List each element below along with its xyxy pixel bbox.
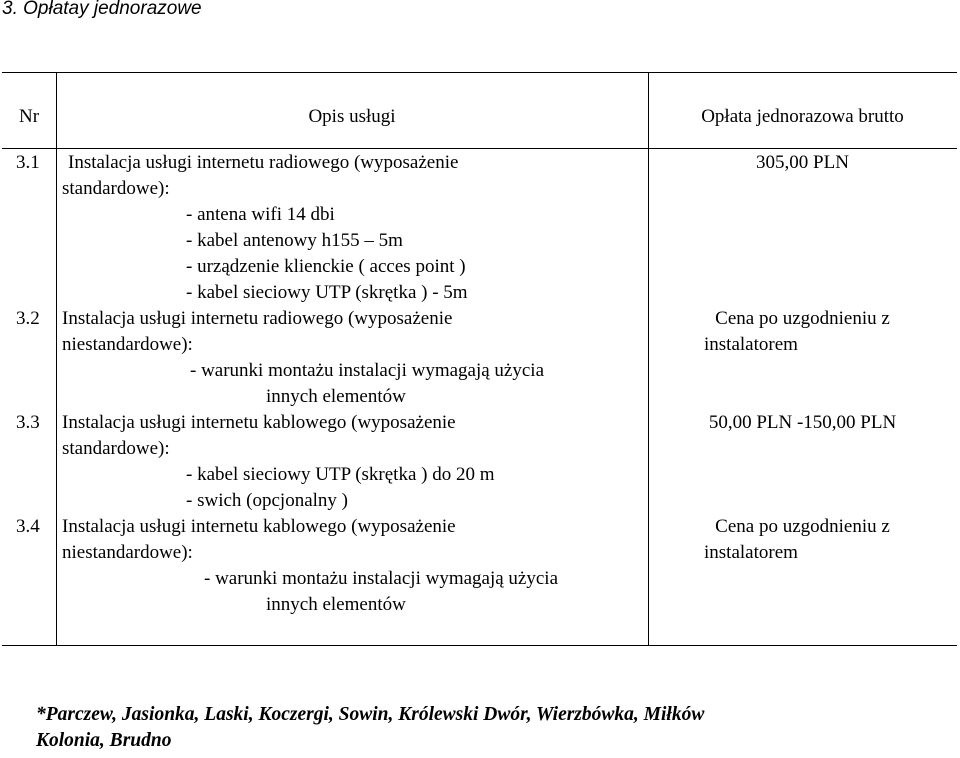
row-fee: instalatorem [704,334,798,355]
footnote [36,702,704,754]
row-description-line: - warunki montażu instalacji wymagają użycia [204,568,559,589]
row-description-line: - antena wifi 14 dbi [186,204,335,225]
footnote-line: *Parczew, Jasionka, Laski, Koczergi, Sowin, Królewski Dwór, Wierzbówka, Miłków [36,704,705,725]
row-description-line: innych elementów [266,594,406,615]
header-divider [2,148,957,149]
row-fee: instalatorem [704,542,798,563]
row-description-line: - kabel antenowy h155 – 5m [186,230,403,251]
row-description-line: - kabel sieciowy UTP (skrętka ) do 20 m [186,464,495,485]
row-description-line: - warunki montażu instalacji wymagają użycia [190,360,545,381]
row-description-line: innych elementów [266,386,406,407]
row-description-line: Instalacja usługi internetu radiowego (wyposażenie [62,308,453,329]
row-description-line: - urządzenie klienckie ( acces point ) [186,256,466,277]
row-nr: 3.4 [16,516,40,537]
row-description-line: Instalacja usługi internetu radiowego (wyposażenie [68,152,459,173]
row-description-line: standardowe): [62,438,170,459]
row-description-line: Instalacja usługi internetu kablowego (wyposażenie [62,516,456,537]
row-description-line: - kabel sieciowy UTP (skrętka ) - 5m [186,282,468,303]
row-nr: 3.3 [16,412,40,433]
section-title: 3. Opłatay jednorazowe [2,0,202,19]
row-fee: Cena po uzgodnieniu z [715,308,890,329]
header-nr: Nr [18,106,40,127]
row-description-line: standardowe): [62,178,170,199]
row-nr: 3.2 [16,308,40,329]
header-fee: Opłata jednorazowa brutto [701,106,904,127]
row-fee: Cena po uzgodnieniu z [715,516,890,537]
row-description-line: niestandardowe): [62,334,193,355]
row-description-line: niestandardowe): [62,542,193,563]
row-fee: 305,00 PLN [756,152,849,173]
header-description: Opis usługi [308,106,396,127]
row-fee: 50,00 PLN -150,00 PLN [708,412,897,433]
row-description-line: Instalacja usługi internetu kablowego (wyposażenie [62,412,456,433]
row-nr: 3.1 [16,152,40,173]
column-divider [56,72,57,646]
row-description-line: - swich (opcjonalny ) [186,490,348,511]
footnote-line: Kolonia, Brudno [36,730,172,751]
